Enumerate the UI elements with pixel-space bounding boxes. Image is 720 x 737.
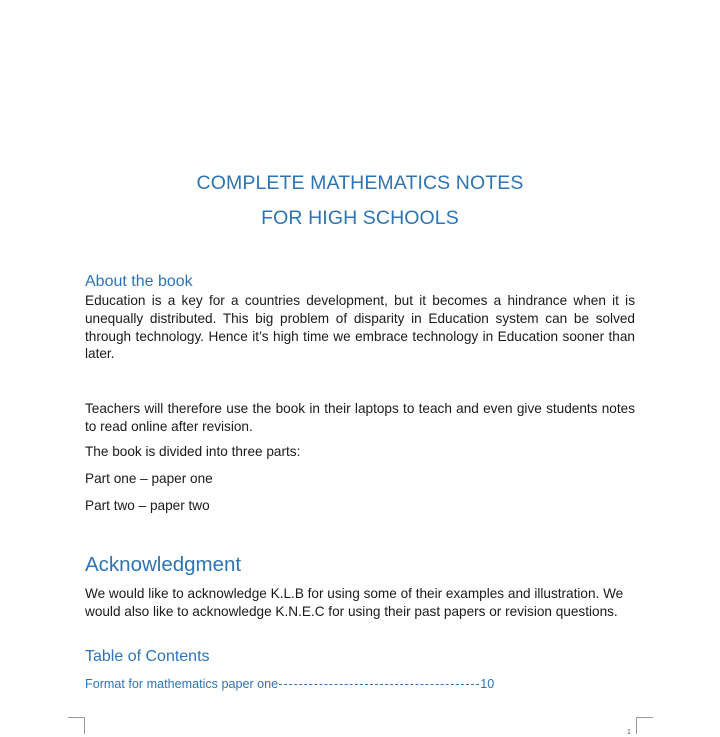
- margin-corner-mark-left: [68, 717, 85, 734]
- part-one: Part one – paper one: [85, 471, 213, 486]
- toc-leader-dots: [279, 684, 479, 685]
- parts-intro: The book is divided into three parts:: [85, 444, 301, 459]
- page-number: 1: [627, 729, 631, 736]
- toc-entry[interactable]: [85, 677, 494, 691]
- toc-entry-page[interactable]: 10: [480, 677, 495, 691]
- about-heading: About the book: [85, 273, 193, 290]
- toc-heading: Table of Contents: [85, 648, 210, 665]
- acknowledgment-heading: Acknowledgment: [85, 553, 242, 576]
- acknowledgment-text: We would like to acknowledge K.L.B for using some of their examples and illustration. We would also like to acknowledge K.N.E.C for using their past papers or revision questions.: [85, 586, 624, 619]
- part-two: Part two – paper two: [85, 498, 210, 513]
- about-paragraph-2: Teachers will therefore use the book in their laptops to teach and even give students notes to read online after revision.: [85, 401, 635, 434]
- margin-corner-mark-right: [636, 717, 653, 734]
- about-paragraph-1: Education is a key for a countries development, but it becomes a hindrance when it is unequally distributed. This big problem of disparity in Education system can be solved through technology. Hence it’s high time we embrace technology in Education sooner than later.: [85, 293, 635, 362]
- title-line-1: COMPLETE MATHEMATICS NOTES: [196, 172, 524, 194]
- toc-entry-title[interactable]: Format for mathematics paper one: [85, 677, 279, 691]
- title-line-2: FOR HIGH SCHOOLS: [261, 207, 459, 229]
